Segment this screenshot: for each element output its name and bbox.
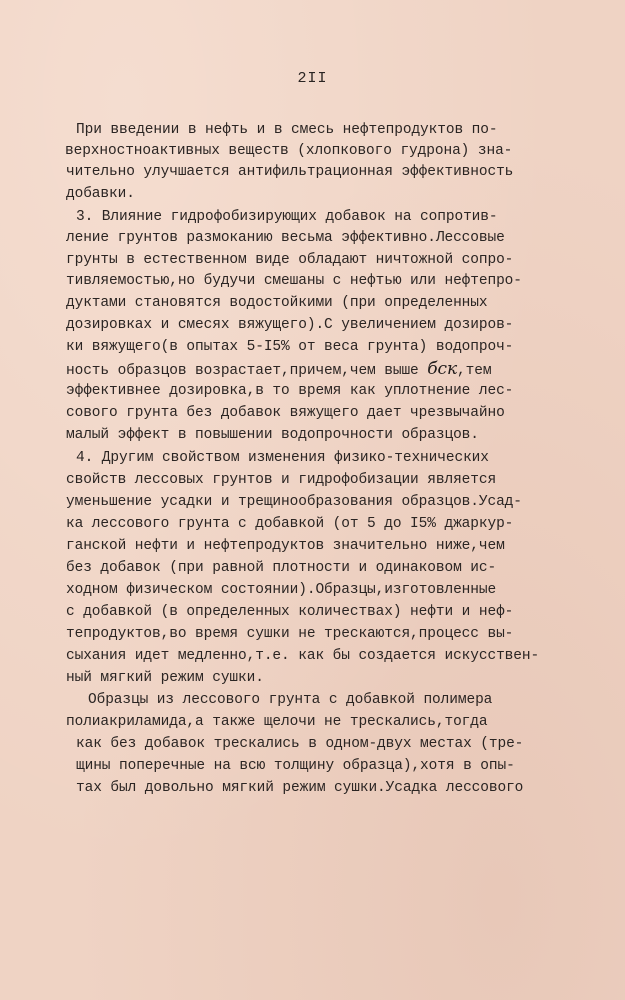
- text-line: 3. Влияние гидрофобизирующих добавок на сопротив-: [76, 209, 498, 225]
- line-text-before: ность образцов возрастает,причем,чем выше: [66, 363, 428, 379]
- text-line: Образцы из лессового грунта с добавкой полимера: [88, 692, 493, 708]
- text-line: грунты в естественном виде обладают ничтожной сопро-: [66, 252, 514, 268]
- text-line: добавки.: [66, 186, 135, 202]
- text-line: без добавок (при равной плотности и одинаковом ис-: [66, 560, 497, 576]
- text-line: ный мягкий режим сушки.: [66, 670, 264, 686]
- text-line: полиакриламида,а также щелочи не трескались,тогда: [66, 714, 488, 730]
- text-line: тепродуктов,во время сушки не трескаются,процесс вы-: [66, 626, 514, 642]
- line-text-after: ,тем: [457, 363, 492, 379]
- text-line: сыхания идет медленно,т.е. как бы создается искусствен-: [66, 648, 540, 664]
- text-line: щины поперечные на всю толщину образца),хотя в опы-: [76, 758, 515, 774]
- text-line: ходном физическом состоянии).Образцы,изготовленные: [66, 582, 497, 598]
- text-line: как без добавок трескались в одном-двух местах (тре-: [76, 736, 524, 752]
- handwritten-annotation: бск: [427, 359, 458, 379]
- text-line: ка лессового грунта с добавкой (от 5 до I5% джаркур-: [66, 516, 514, 532]
- text-line: ки вяжущего(в опытах 5-I5% от веса грунта) водопроч-: [66, 339, 514, 355]
- text-line: 4. Другим свойством изменения физико-технических: [76, 450, 489, 466]
- text-line: с добавкой (в определенных количествах) нефти и неф-: [66, 604, 514, 620]
- text-line: дуктами становятся водостойкими (при определенных: [66, 295, 488, 311]
- text-line: сового грунта без добавок вяжущего дает чрезвычайно: [66, 405, 505, 421]
- text-line: свойств лессовых грунтов и гидрофобизации является: [66, 472, 497, 488]
- text-line: тах был довольно мягкий режим сушки.Усадка лессового: [76, 780, 524, 796]
- text-line: уменьшение усадки и трещинообразования образцов.Усад-: [66, 494, 522, 510]
- text-line: ганской нефти и нефтепродуктов значительно ниже,чем: [66, 538, 505, 554]
- text-line: чительно улучшается антифильтрационная эффективность: [66, 164, 514, 180]
- text-line: ление грунтов размоканию весьма эффективно.Лессовые: [66, 230, 505, 246]
- text-line-with-handwriting: [66, 359, 491, 381]
- text-line: эффективнее дозировка,в то время как уплотнение лес-: [66, 383, 514, 399]
- text-line: тивляемостью,но будучи смешаны с нефтью или нефтепро-: [66, 273, 522, 289]
- text-line: верхностноактивных веществ (хлопкового гудрона) зна-: [65, 143, 513, 159]
- page-number: 2II: [297, 70, 328, 87]
- text-line: дозировках и смесях вяжущего).С увеличением дозиров-: [66, 317, 514, 333]
- text-line: малый эффект в повышении водопрочности образцов.: [66, 427, 479, 443]
- text-line: При введении в нефть и в смесь нефтепродуктов по-: [76, 122, 498, 138]
